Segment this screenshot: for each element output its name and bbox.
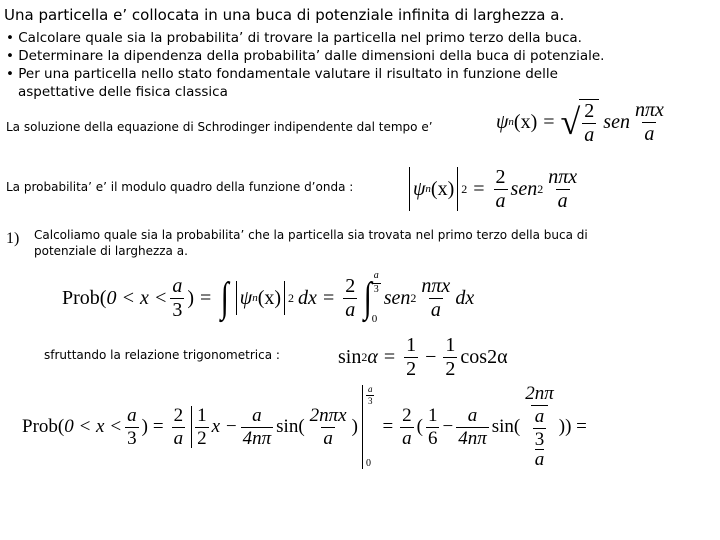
sen-square: 2 [537,181,544,196]
integral-icon-2: ∫ [363,275,373,321]
psi-symbol-2: ψ [413,177,426,200]
alpha-symbol: α [367,345,378,368]
integral-limits [372,271,381,325]
radical-icon: √ [560,102,581,142]
frac-den-a6: a [173,427,184,449]
equals-sign-2: = [473,177,485,200]
paren-close: ) [187,286,194,309]
frac-num-1c: 1 [197,404,207,426]
frac-num-1: 1 [406,333,417,356]
frac-den-4npi: 4nπ [242,427,272,449]
sen-text: sen [603,110,630,133]
minus-sign-2: − [442,416,454,437]
abs-bar-right-2 [284,281,285,315]
equals-sign: = [543,110,555,133]
frac-num-2c: 2 [173,404,184,426]
psi-index-3: n [252,292,258,304]
nested-den-3: 3 [534,428,545,450]
square-exponent-2: 2 [288,290,295,305]
eval-upper-3: 3 [367,396,373,407]
eval-upper-a: a [367,384,373,394]
sqrt-expression [561,99,600,146]
dx-text-2: dx [455,286,475,309]
psi-symbol: ψ [496,110,509,133]
equals-sign-3: = [200,286,212,309]
frac-num-npix3: nπx [421,274,451,297]
sin-square: 2 [361,349,368,364]
solution-text: La soluzione della equazione di Schrodinger indipendente dal tempo e’ [6,120,433,134]
frac-num-2: 2 [495,165,506,188]
frac-den-4npi-2: 4nπ [458,427,487,449]
frac-num-npix: nπx [634,98,664,121]
bullet-calcolare: • Calcolare quale sia la probabilita’ di trovare la particella nel primo terzo della buca. [6,30,582,46]
frac-den-6: 6 [427,427,438,449]
interval-text: 0 < x < [106,286,168,309]
sen-text-2: sen [510,177,538,200]
psi-index: n [508,116,514,128]
frac-num-2npix: 2nπx [309,404,347,426]
frac-num-2npi: 2nπ [525,382,554,404]
nested-num-a: a [534,405,545,427]
frac-den: a [584,123,595,146]
abs-bar-right [457,167,458,211]
final-evaluation-formula [22,384,587,470]
frac-den-2b: 2 [445,357,456,380]
frac-den-a5: a [430,298,441,321]
square-exponent: 2 [461,181,468,196]
wavefunction-formula [496,92,669,152]
frac-den-2: 2 [406,357,417,380]
frac-num-a2: a [127,404,137,426]
frac-num-a: a [172,274,183,297]
sin-open-2: sin( [491,416,521,437]
paren-open: ( [416,416,423,437]
psi-arg-3: (x) [257,286,282,309]
frac-num-1b: 1 [445,333,456,356]
psi-arg: (x) [513,110,538,133]
frac-num-npix2: nπx [548,165,578,188]
trig-text: sfruttando la relazione trigonometrica : [44,348,280,362]
sin-open: sin( [276,416,305,437]
evaluation-bar [362,385,375,469]
nested-frac [531,405,549,471]
step-text-line1: Calcoliamo quale sia la probabilita’ che la particella sia trovata nel primo terzo della buca di [34,228,588,242]
equals-sign-5: = [383,345,396,368]
frac-den-a4: a [345,298,356,321]
interval-text-2: 0 < x < [64,416,123,437]
frac-den-3: 3 [172,298,183,321]
prob-label-2: Prob( [22,416,65,437]
bullet-determinare: • Determinare la dipendenza della probabilita’ dalle dimensioni della buca di potenziale. [6,48,605,64]
frac-num-a3: a [252,404,262,426]
lower-limit: 0 [371,313,378,325]
page-title: Una particella e’ collocata in una buca di potenziale infinita di larghezza a. [4,6,565,24]
frac-den-a7: a [323,427,333,449]
equals-sign-4: = [322,286,335,309]
frac-num-2d: 2 [402,404,412,426]
upper-limit-a: a [373,270,379,281]
sin-close: ) [351,416,358,437]
sin-text: sin [338,345,362,368]
frac-den-a: a [644,122,655,145]
probability-integral-formula [62,268,474,328]
trig-identity-formula [338,332,508,382]
step-text-line2: potenziale di larghezza a. [34,244,188,258]
frac-den-a8: a [402,427,412,449]
cos-text: cos2α [460,345,508,368]
equals-sign-7: = [382,416,394,437]
bullet-stato-fondamentale: • Per una particella nello stato fondamentale valutare il risultato in funzione delle [6,66,558,82]
frac-num-1d: 1 [427,404,438,426]
frac-den-a3: a [557,189,568,212]
psi-arg-2: (x) [430,177,455,200]
frac-num-2b: 2 [345,274,356,297]
dx-text: dx [298,286,317,309]
close-end: )) = [558,416,587,437]
eval-lower: 0 [365,458,371,469]
frac-den-a2: a [495,189,506,212]
probability-text: La probabilita’ e’ il modulo quadro della funzione d’onda : [6,180,354,194]
frac-num: 2 [584,99,595,122]
integral-icon: ∫ [221,275,230,321]
frac-den-3b: 3 [127,427,137,449]
frac-den-2c: 2 [197,427,207,449]
equals-sign-6: = [152,416,164,437]
step-number: 1) [6,230,20,247]
probability-density-formula [406,160,582,218]
paren-close-2: ) [141,416,148,437]
minus-sign: − [425,345,437,368]
psi-index-2: n [425,183,431,195]
sen-square-2: 2 [410,290,417,305]
sen-text-3: sen [383,286,411,309]
upper-limit-3: 3 [373,283,379,295]
abs-bar-left-2 [236,281,237,315]
nested-outer-a: a [534,449,545,471]
psi-symbol-3: ψ [239,286,253,309]
bullet-continuation: aspettative delle fisica classica [18,84,228,100]
x-minus-text: x − [211,416,238,437]
abs-bar-left [409,167,410,211]
frac-num-a4: a [467,404,478,426]
prob-label: Prob( [62,286,107,309]
